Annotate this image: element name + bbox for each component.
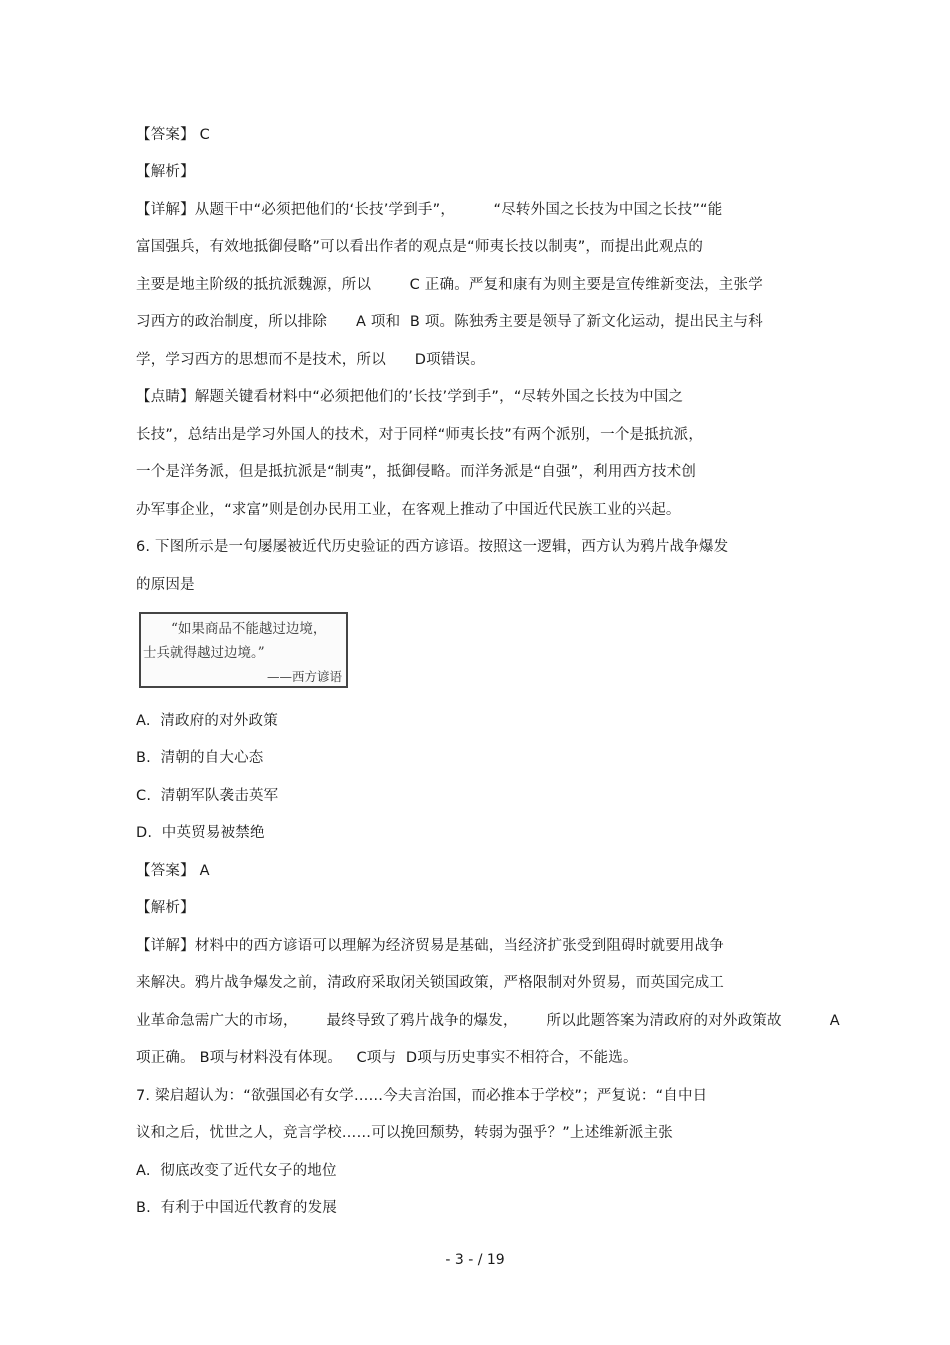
page-number: - 3 - / 19 [445,1252,505,1268]
line-10: 一个是洋务派，但是抵抗派是“制夷”，抵御侵略。而洋务派是“自强”，利用西方技术创 [136,464,697,480]
line-23: 项正确。 B项与材料没有体现。 C项与 D项与历史事实不相符合，不能选。 [136,1050,638,1066]
line-15: B. 清朝的自大心态 [136,750,264,766]
line-21: 来解决。鸦片战争爆发之前，清政府采取闭关锁国政策，严格限制对外贸易，而英国完成工 [136,975,724,991]
line-27: B. 有利于中国近代教育的发展 [136,1200,337,1216]
line-19: 【解析】 [136,900,195,916]
proverb-image [139,612,348,688]
line-24: 7. 梁启超认为：“欲强国必有女学……今夫言治国，而必推本于学校”；严复说：“自中日 [136,1088,708,1104]
proverb-line-2: 士兵就得越过边境。” [143,645,265,661]
line-05: 主要是地主阶级的抵抗派魏源，所以 C 正确。严复和康有为则主要是宣传维新变法，主张学 [136,277,763,293]
line-01: 【答案】 C [136,127,210,143]
proverb-source: ——西方谚语 [266,669,342,684]
line-22: 业革命急需广大的市场， 最终导致了鸦片战争的爆发， 所以此题答案为清政府的对外政策故 A [136,1013,840,1029]
line-14: A. 清政府的对外政策 [136,713,278,729]
line-11: 办军事企业，“求富”则是创办民用工业，在客观上推动了中国近代民族工业的兴起。 [136,502,681,518]
proverb-line-1: “如果商品不能越过边境， [171,621,327,637]
line-06: 习西方的政治制度，所以排除 A 项和 B 项。陈独秀主要是领导了新文化运动，提出民主与科 [136,314,763,330]
line-02: 【解析】 [136,164,195,180]
line-16: C. 清朝军队袭击英军 [136,788,279,804]
line-13: 的原因是 [136,577,195,593]
line-07: 学，学习西方的思想而不是技术，所以 D项错误。 [136,352,485,368]
line-12: 6. 下图所示是一句屡屡被近代历史验证的西方谚语。按照这一逻辑，西方认为鸦片战争爆发 [136,539,729,555]
line-03: 【详解】从题干中“必须把他们的‘长技’学到手”， “尽转外国之长技为中国之长技”“能 [136,202,723,218]
line-17: D. 中英贸易被禁绝 [136,825,265,841]
line-20: 【详解】材料中的西方谚语可以理解为经济贸易是基础，当经济扩张受到阻碍时就要用战争 [136,938,724,954]
line-08: 【点睛】解题关键看材料中“必须把他们的’长技’学到手”，“尽转外国之长技为中国之 [136,389,684,405]
line-18: 【答案】 A [136,863,210,879]
line-09: 长技”，总结出是学习外国人的技术，对于同样“师夷长技”有两个派别，一个是抵抗派， [136,427,704,443]
line-26: A. 彻底改变了近代女子的地位 [136,1163,337,1179]
line-25: 议和之后，忧世之人，竞言学校……可以挽回颓势，转弱为强乎？”上述维新派主张 [136,1125,673,1141]
line-04: 富国强兵，有效地抵御侵略”可以看出作者的观点是“师夷长技以制夷”，而提出此观点的 [136,239,704,255]
